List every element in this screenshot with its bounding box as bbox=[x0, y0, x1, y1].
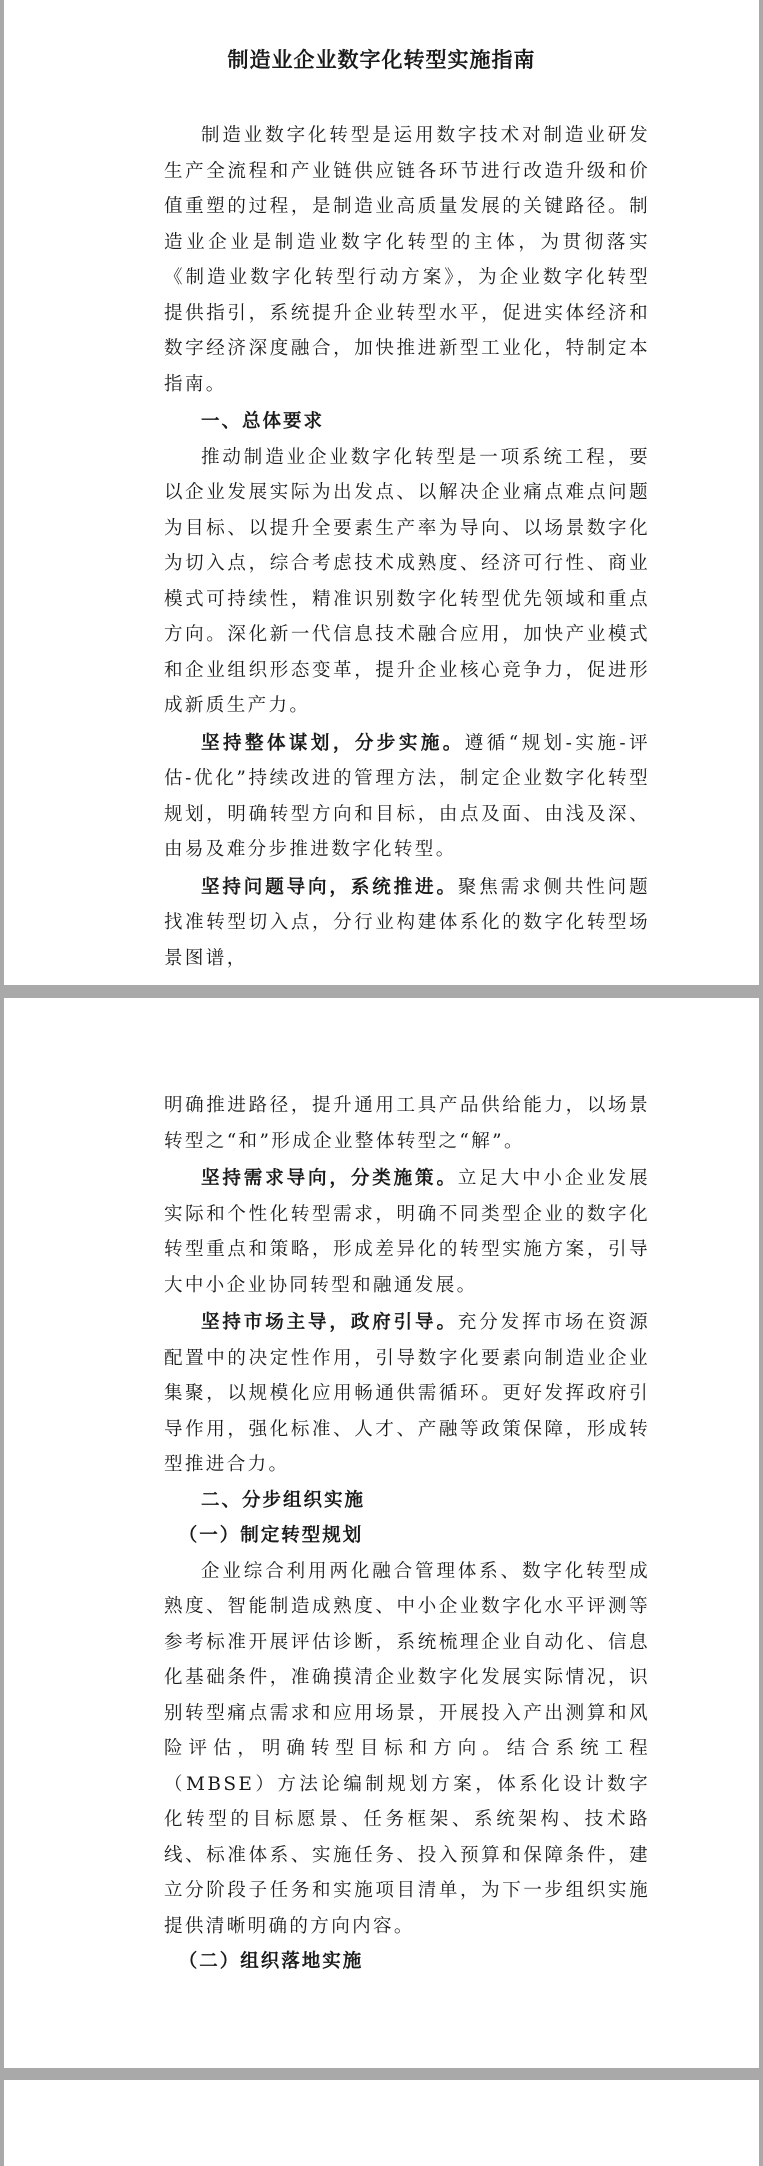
document-page-3 bbox=[4, 2080, 759, 2166]
section-1-paragraph: 推动制造业企业数字化转型是一项系统工程，要以企业发展实际为出发点、以解决企业痛点难点问题为目标、以提升全要素生产率为导向、以场景数字化为切入点，综合考虑技术成熟度、经济可行性、商业模式可持续性，精准识别数字化转型优先领域和重点方向。深化新一代信息技术融合应用，加快产业模式和企业组织形态变革，提升企业核心竞争力，促进形成新质生产力。 bbox=[164, 446, 650, 716]
principle-3-body: 立足大中小企业发展实际和个性化转型需求，明确不同类型企业的数字化转型重点和策略，形成差异化的转型实施方案，引导大中小企业协同转型和融通发展。 bbox=[164, 1168, 650, 1296]
document-page-2 bbox=[4, 998, 759, 2068]
section-1-heading: 一、总体要求 bbox=[201, 411, 325, 432]
section-2-heading: 二、分步组织实施 bbox=[201, 1489, 366, 1511]
page-1-content bbox=[164, 118, 650, 976]
principle-paragraph-2 bbox=[164, 870, 650, 977]
principle-2-continuation: 明确推进路径，提升通用工具产品供给能力，以场景转型之“和”形成企业整体转型之“解”。 bbox=[164, 1095, 650, 1152]
subsection-1-heading: （一）制定转型规划 bbox=[178, 1525, 364, 1546]
page-2-content bbox=[164, 1088, 650, 1980]
principle-1-body: 遵循“规划-实施-评估-优化”持续改进的管理方法，制定企业数字化转型规划，明确转型方向和目标，由点及面、由浅及深、由易及难分步推进数字化转型。 bbox=[164, 732, 650, 860]
principle-1-lead: 坚持整体谋划，分步实施。 bbox=[201, 732, 465, 754]
principle-paragraph-4 bbox=[164, 1305, 650, 1483]
document-page-1 bbox=[4, 0, 759, 985]
principle-paragraph-1 bbox=[164, 726, 650, 868]
document-title: 制造业企业数字化转型实施指南 bbox=[227, 47, 536, 72]
principle-paragraph-3 bbox=[164, 1161, 650, 1303]
principle-2-body: 聚焦需求侧共性问题找准转型切入点，分行业构建体系化的数字化转型场景图谱， bbox=[164, 876, 650, 969]
subsection-1-paragraph: 企业综合利用两化融合管理体系、数字化转型成熟度、智能制造成熟度、中小企业数字化水平评测等参考标准开展评估诊断，系统梳理企业自动化、信息化基础条件，准确摸清企业数字化发展实际情况，识别转型痛点需求和应用场景，开展投入产出测算和风险评估，明确转型目标和方向。结合系统工程（MBSE）方法论编制规划方案，体系化设计数字化转型的目标愿景、任务框架、系统架构、技术路线、标准体系、实施任务、投入预算和保障条件，建立分阶段子任务和实施项目清单，为下一步组织实施提供清晰明确的方向内容。 bbox=[164, 1560, 650, 1937]
principle-3-lead: 坚持需求导向，分类施策。 bbox=[201, 1168, 458, 1189]
principle-4-body: 充分发挥市场在资源配置中的决定性作用，引导数字化要素向制造业企业集聚，以规模化应用畅通供需循环。更好发挥政府引导作用，强化标准、人才、产融等政策保障，形成转型推进合力。 bbox=[164, 1312, 650, 1475]
intro-paragraph: 制造业数字化转型是运用数字技术对制造业研发生产全流程和产业链供应链各环节进行改造升级和价值重塑的过程，是制造业高质量发展的关键路径。制造业企业是制造业数字化转型的主体，为贯彻落实《制造业数字化转型行动方案》，为企业数字化转型提供指引，系统提升企业转型水平，促进实体经济和数字经济深度融合，加快推进新型工业化，特制定本指南。 bbox=[164, 125, 650, 395]
principle-2-lead: 坚持问题导向，系统推进。 bbox=[201, 876, 458, 898]
subsection-2-heading: （二）组织落地实施 bbox=[178, 1951, 364, 1972]
principle-4-lead: 坚持市场主导，政府引导。 bbox=[201, 1312, 458, 1333]
